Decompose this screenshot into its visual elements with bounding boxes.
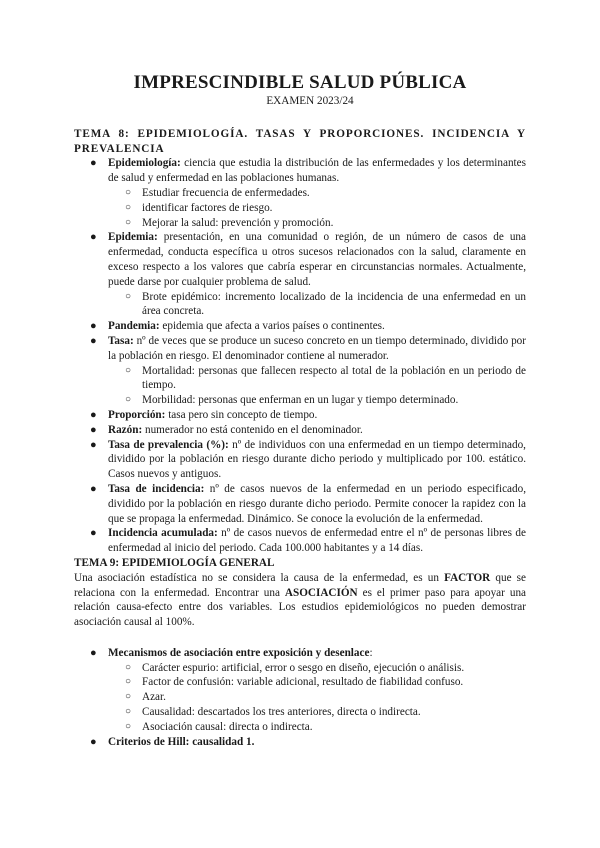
item-text: ciencia que estudia la distribución de las enfermedades y los determinantes de salud y enfermedad en las poblaciones humanas. (108, 157, 526, 185)
item-term: Proporción: (108, 408, 166, 421)
sub-list (108, 364, 526, 408)
bullet-icon: ● (90, 735, 97, 748)
bullet-icon: ● (90, 334, 97, 347)
tema9-paragraph (74, 571, 526, 630)
para-text-1: Una asociación estadística no se considera la causa de la enfermedad, es un (74, 571, 445, 584)
bullet-icon: ● (90, 231, 97, 244)
list-item (74, 526, 526, 556)
list-item (74, 230, 526, 319)
bullet-icon: ● (90, 646, 97, 659)
item-term: Epidemiología: (108, 157, 181, 170)
sub-list (108, 186, 526, 230)
bullet-icon: ● (90, 157, 97, 170)
para-factor: FACTOR (444, 571, 491, 584)
sub-item-text: identificar factores de riesgo. (142, 201, 273, 214)
item-text: numerador no está contenido en el denominador. (142, 423, 363, 436)
item-term: Epidemia: (108, 231, 158, 244)
circle-bullet-icon: ○ (125, 661, 132, 673)
item-term: Pandemia: (108, 320, 160, 333)
sub-list-item (108, 364, 526, 394)
list-item (74, 408, 526, 423)
list-item (74, 438, 526, 482)
sub-item-text: Asociación causal: directa o indirecta. (142, 720, 313, 733)
circle-bullet-icon: ○ (125, 216, 132, 228)
circle-bullet-icon: ○ (125, 706, 132, 718)
sub-item-text: Carácter espurio: artificial, error o sesgo en diseño, ejecución o análisis. (142, 661, 465, 674)
tema9-list (74, 646, 526, 750)
tema8-list (74, 156, 526, 556)
document-subtitle: EXAMEN 2023/24 (266, 95, 354, 107)
item-term: Razón: (108, 423, 143, 436)
item-text: epidemia que afecta a varios países o continentes. (159, 320, 385, 333)
item-text: nº de veces que se produce un suceso concreto en un tiempo determinado, dividido por la población en riesgo. El denominador contiene al numerador. (108, 334, 526, 362)
bullet-icon: ● (90, 423, 97, 436)
circle-bullet-icon: ○ (125, 364, 132, 376)
item-term: Tasa: (108, 334, 134, 347)
sub-item-text: Causalidad: descartados los tres anteriores, directa o indirecta. (142, 706, 421, 719)
list-item (74, 334, 526, 408)
item-term: Criterios de Hill: causalidad 1. (108, 735, 255, 748)
sub-item-text: Mejorar la salud: prevención y promoción. (142, 216, 334, 229)
tema8-heading: TEMA 8: EPIDEMIOLOGÍA. TASAS Y PROPORCIONES. INCIDENCIA Y PREVALENCIA (74, 127, 526, 155)
item-text: nº de individuos con una enfermedad en un tiempo determinado, dividido por la población en riesgo durante dicho periodo y multiplicado por 100. estático. Casos nuevos y antiguos. (108, 438, 526, 481)
document-page (74, 72, 526, 749)
sub-list-item (108, 675, 526, 690)
sub-list-item (108, 393, 526, 408)
list-item (74, 646, 526, 735)
list-item (74, 423, 526, 438)
circle-bullet-icon: ○ (125, 394, 132, 406)
para-text-3: es el primer paso para apoyar una relación causa-efecto entre dos variables. Los estudios epidemiológicos no pueden demostrar asociación causal al 100%. (74, 586, 527, 629)
circle-bullet-icon: ○ (125, 290, 132, 302)
sub-list-item (108, 290, 526, 320)
sub-item-text: Mortalidad: personas que fallecen respecto al total de la población en un periodo de tiempo. (142, 364, 526, 392)
sub-item-text: Morbilidad: personas que enferman en un lugar y tiempo determinado. (142, 394, 459, 407)
item-term: Mecanismos de asociación entre exposición y desenlace (108, 646, 370, 659)
list-item (74, 156, 526, 230)
sub-list-item (108, 216, 526, 231)
item-term: Tasa de prevalencia (%): (108, 438, 229, 451)
para-asociacion: ASOCIACIÓN (284, 586, 358, 599)
item-text: tasa pero sin concepto de tiempo. (165, 408, 318, 421)
bullet-icon: ● (90, 482, 97, 495)
list-item (74, 482, 526, 526)
sub-item-text: Brote epidémico: incremento localizado de la incidencia de una enfermedad en un área concreta. (142, 290, 526, 318)
item-text: presentación, en una comunidad o región, de un número de casos de una enfermedad, conducta específica u otros sucesos relacionados con la salud, claramente en exceso respecto a los valores que cabría esperar en circunstancias normales. Actualmente, puede darse por cualquier problema de salud. (108, 231, 526, 288)
sub-item-text: Factor de confusión: variable adicional, resultado de fiabilidad confuso. (142, 676, 464, 689)
para-text-2: que se relaciona con la enfermedad. Encontrar una (74, 571, 526, 599)
bullet-icon: ● (90, 438, 97, 451)
item-text: nº de casos nuevos de enfermedad entre el nº de personas libres de enfermedad al inicio del periodo. Cada 100.000 habitantes y a 14 días. (108, 527, 526, 555)
sub-list-item (108, 661, 526, 676)
item-text: nº de casos nuevos de la enfermedad en un periodo especificado, dividido por la población en riesgo durante dicho periodo. Permite conocer la rapidez con la que se propaga la enfermedad. Dinámico. Se conoce la evolución de la enfermedad. (108, 482, 526, 525)
list-item (74, 735, 526, 750)
list-item (74, 319, 526, 334)
tema9-heading: TEMA 9: EPIDEMIOLOGÍA GENERAL (74, 556, 275, 569)
item-term: Tasa de incidencia: (108, 482, 205, 495)
circle-bullet-icon: ○ (125, 201, 132, 213)
sub-list (108, 290, 526, 320)
circle-bullet-icon: ○ (125, 186, 132, 198)
sub-item-text: Estudiar frecuencia de enfermedades. (142, 186, 310, 199)
sub-list-item (108, 720, 526, 735)
sub-list-item (108, 705, 526, 720)
item-term: Incidencia acumulada: (108, 527, 218, 540)
item-text: : (369, 646, 373, 659)
sub-list-item (108, 186, 526, 201)
circle-bullet-icon: ○ (125, 691, 132, 703)
sub-item-text: Azar. (142, 691, 166, 704)
bullet-icon: ● (90, 408, 97, 421)
circle-bullet-icon: ○ (125, 676, 132, 688)
sub-list-item (108, 690, 526, 705)
sub-list (108, 661, 526, 735)
bullet-icon: ● (90, 527, 97, 540)
sub-list-item (108, 201, 526, 216)
document-title: IMPRESCINDIBLE SALUD PÚBLICA (133, 72, 467, 93)
bullet-icon: ● (90, 320, 97, 333)
circle-bullet-icon: ○ (125, 720, 132, 732)
